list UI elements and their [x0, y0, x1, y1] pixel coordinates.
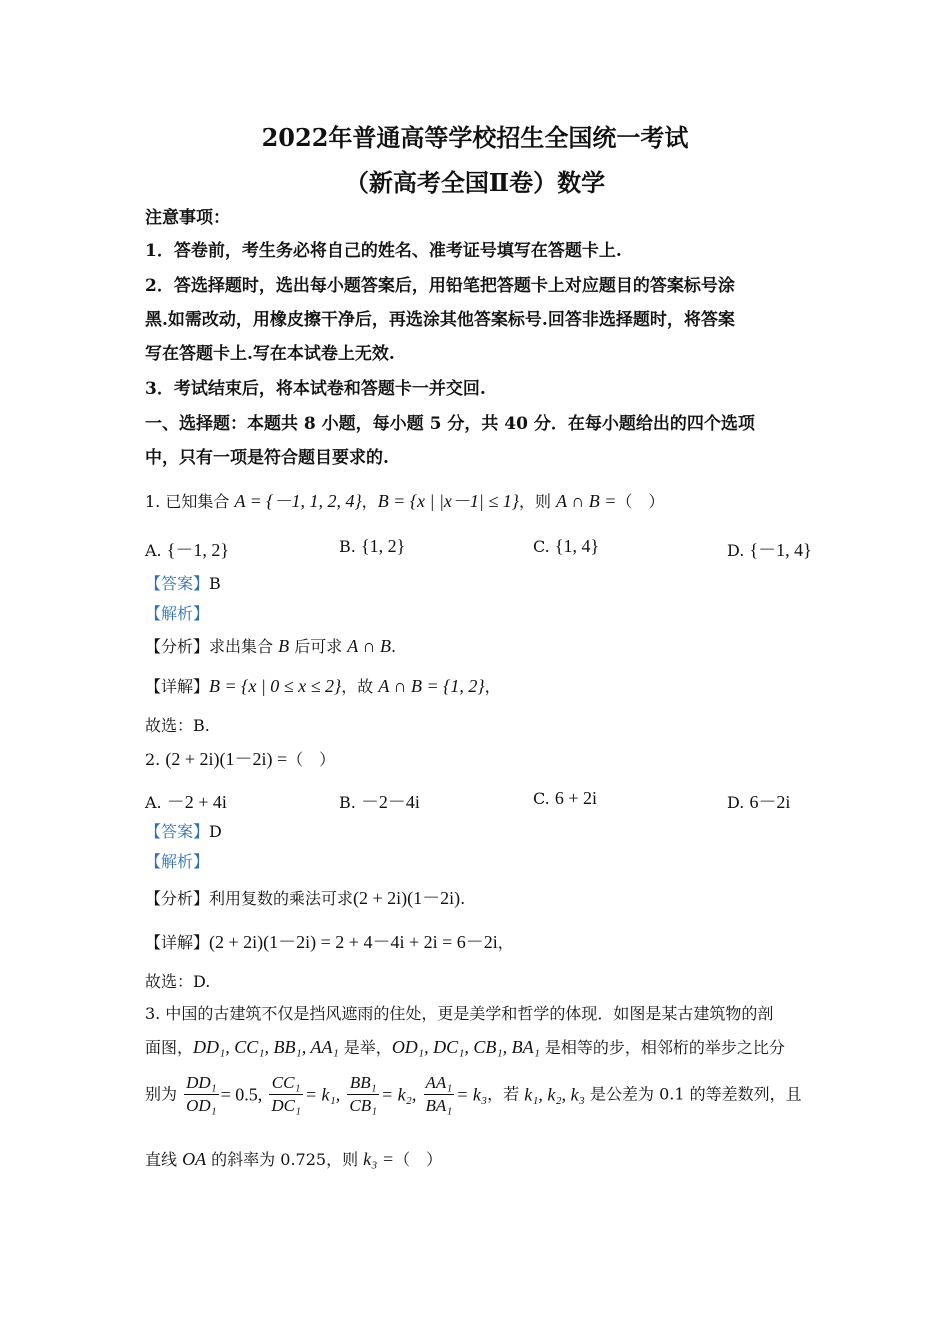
q1-fenxi-rest: 后可求 — [289, 637, 348, 656]
q1-prefix: 1. 已知集合 — [145, 492, 235, 511]
q1-option-a — [145, 536, 229, 562]
notice-item-2a: 2．答选择题时，选出每小题答案后，用铅笔把答题卡上对应题目的答案标号涂 — [145, 276, 735, 296]
q3-bu-list: OD₁, DC₁, CB₁, BA₁ — [391, 1037, 540, 1057]
q1-fenxi-text: 求出集合 — [209, 637, 279, 656]
q2-detail — [145, 931, 514, 954]
q1-option-c-label: C. — [533, 537, 555, 556]
q2-option-a-label: A. — [145, 793, 167, 812]
q1-detail-mid: ，故 — [341, 677, 379, 696]
q1-jiexi: 【解析】 — [145, 604, 210, 623]
q3-frac3-num: BB₁ — [347, 1072, 379, 1095]
q1-detail-end: ， — [484, 677, 501, 696]
q2-expr: (2 + 2i)(1－2i) = — [165, 749, 288, 769]
notice-item-2b: 黑.如需改动，用橡皮擦干净后，再选涂其他答案标号.回答非选择题时，将答案 — [145, 310, 735, 330]
q1-then: ，则 — [518, 492, 557, 511]
notice-item-3: 3．考试结束后，将本试卷和答题卡一并交回. — [145, 379, 486, 399]
q3-line4-a: 直线 — [145, 1150, 183, 1169]
q2-conclusion: 故选：D. — [145, 972, 211, 991]
q3-k-list: k₁, k₂, k₃ — [524, 1084, 585, 1105]
q2-option-d-label: D. — [727, 793, 750, 812]
q2-detail-tag: 【详解】 — [145, 933, 210, 952]
q2-option-c-label: C. — [533, 789, 555, 808]
q3-line2-e: 是相等的步，相邻桁的举步之比分 — [539, 1038, 785, 1057]
q3-line2-a: 面图， — [145, 1038, 194, 1057]
question-3-line-1: 3. 中国的古建筑不仅是挡风遮雨的住处，更是美学和哲学的体现．如图是某古建筑物的剖 — [145, 1004, 774, 1023]
q2-jiexi: 【解析】 — [145, 852, 210, 871]
q1-answer — [145, 573, 221, 595]
q3-line4-blank: （ ） — [394, 1150, 443, 1169]
q2-option-a-value: －2 + 4i — [166, 792, 227, 812]
question-2-stem — [145, 748, 335, 771]
question-1-stem — [145, 490, 664, 513]
section-heading-1a: 一、选择题：本题共 8 小题，每小题 5 分，共 40 分．在每小题给出的四个选项 — [145, 414, 755, 434]
q3-eq3: = k₂, — [381, 1084, 417, 1105]
notice-heading: 注意事项： — [145, 208, 230, 228]
q3-frac1-den: OD₁ — [186, 1096, 217, 1115]
q1-option-b — [339, 536, 405, 557]
q1-detail-tag: 【详解】 — [145, 677, 210, 696]
q1-option-a-label: A. — [145, 541, 167, 560]
q1-set-a: A = {－1, 1, 2, 4} — [234, 491, 362, 511]
q2-fenxi — [145, 887, 465, 910]
q3-frac2-den: DC₁ — [271, 1096, 301, 1115]
question-3-line-3 — [145, 1072, 802, 1117]
q3-eq4: = k₃ — [456, 1084, 488, 1105]
q1-comma: ， — [361, 492, 378, 511]
q1-option-d-value: {－1, 4} — [749, 540, 812, 560]
notice-item-2c: 写在答题卡上.写在本试卷上无效. — [145, 344, 395, 364]
q2-option-d — [727, 788, 790, 814]
q3-frac4-den: BA₁ — [425, 1096, 453, 1115]
q2-option-b-value: －2－4i — [360, 792, 420, 812]
q3-fraction-1 — [184, 1072, 218, 1117]
q2-detail-end: ， — [497, 933, 514, 952]
q1-option-b-value: {1, 2} — [360, 536, 406, 556]
q1-fenxi-expr: A ∩ B — [347, 636, 391, 656]
q3-eq1: = 0.5, — [220, 1084, 263, 1105]
q3-frac3-den: CB₁ — [349, 1096, 377, 1115]
q3-line3-c: 是公差为 0.1 的等差数列，且 — [584, 1084, 802, 1104]
q2-answer-value: D — [209, 822, 222, 841]
q1-fenxi — [145, 635, 396, 658]
q1-fenxi-b: B — [278, 636, 290, 656]
q1-answer-tag: 【答案】 — [145, 574, 210, 593]
q1-expr: A ∩ B = — [556, 491, 617, 511]
q3-frac1-num: DD₁ — [184, 1072, 218, 1095]
q2-blank: （ ） — [287, 750, 336, 769]
exam-title: 2022年普通高等学校招生全国统一考试 — [261, 123, 689, 152]
exam-subtitle: （新高考全国Ⅱ卷）数学 — [344, 168, 606, 197]
q1-detail — [145, 675, 501, 698]
q2-fenxi-end: . — [460, 889, 466, 908]
q1-blank: （ ） — [616, 492, 665, 511]
q1-fenxi-end: . — [390, 637, 397, 656]
q2-option-c — [533, 788, 597, 809]
q1-conclusion: 故选：B. — [145, 716, 210, 735]
q2-option-c-value: 6 + 2i — [554, 788, 597, 808]
q1-answer-value: B — [209, 574, 221, 593]
q3-fraction-4 — [424, 1072, 455, 1117]
notice-item-1: 1．答卷前，考生务必将自己的姓名、准考证号填写在答题卡上. — [145, 241, 622, 261]
q3-fraction-2 — [269, 1072, 303, 1117]
q1-detail-expr2: A ∩ B = {1, 2} — [378, 676, 485, 696]
q1-detail-expr: B = {x | 0 ≤ x ≤ 2} — [209, 676, 342, 696]
q3-line4-b: 的斜率为 0.725，则 — [206, 1150, 364, 1169]
q2-fenxi-tag: 【分析】 — [145, 889, 210, 908]
q3-ju-list: DD₁, CC₁, BB₁, AA₁ — [193, 1037, 339, 1057]
q2-option-b — [339, 788, 420, 814]
q3-k3: k₃ = — [363, 1149, 395, 1169]
q1-fenxi-tag: 【分析】 — [145, 637, 210, 656]
q3-line3-b: ，若 — [487, 1084, 525, 1104]
q3-fraction-3 — [347, 1072, 379, 1117]
q2-fenxi-expr: (2 + 2i)(1－2i) — [353, 888, 461, 908]
q3-frac2-num: CC₁ — [269, 1072, 303, 1095]
question-3-line-4 — [145, 1148, 442, 1171]
q1-set-b: B = {x | |x－1| ≤ 1} — [377, 491, 519, 511]
q3-line-oa: OA — [182, 1149, 207, 1169]
q1-option-d-label: D. — [727, 541, 750, 560]
q2-answer — [145, 821, 222, 843]
q2-prefix: 2. — [145, 750, 166, 769]
q2-detail-expr: (2 + 2i)(1－2i) = 2 + 4－4i + 2i = 6－2i — [209, 932, 498, 952]
q1-option-c — [533, 536, 599, 557]
q2-option-d-value: 6－2i — [749, 792, 791, 812]
q1-option-d — [727, 536, 812, 562]
q2-option-b-label: B. — [339, 793, 361, 812]
q3-line2-c: 是举， — [338, 1038, 392, 1057]
q2-fenxi-text: 利用复数的乘法可求 — [209, 889, 354, 908]
q1-option-b-label: B. — [339, 537, 361, 556]
q1-option-c-value: {1, 4} — [554, 536, 600, 556]
q2-answer-tag: 【答案】 — [145, 822, 210, 841]
q3-frac4-num: AA₁ — [424, 1072, 455, 1095]
q2-option-a — [145, 788, 227, 814]
question-3-line-2 — [145, 1036, 785, 1059]
section-heading-1b: 中，只有一项是符合题目要求的. — [145, 448, 389, 468]
q1-option-a-value: {－1, 2} — [166, 540, 230, 560]
q3-eq2: = k₁, — [304, 1084, 341, 1105]
q3-line3-a: 别为 — [145, 1084, 178, 1104]
